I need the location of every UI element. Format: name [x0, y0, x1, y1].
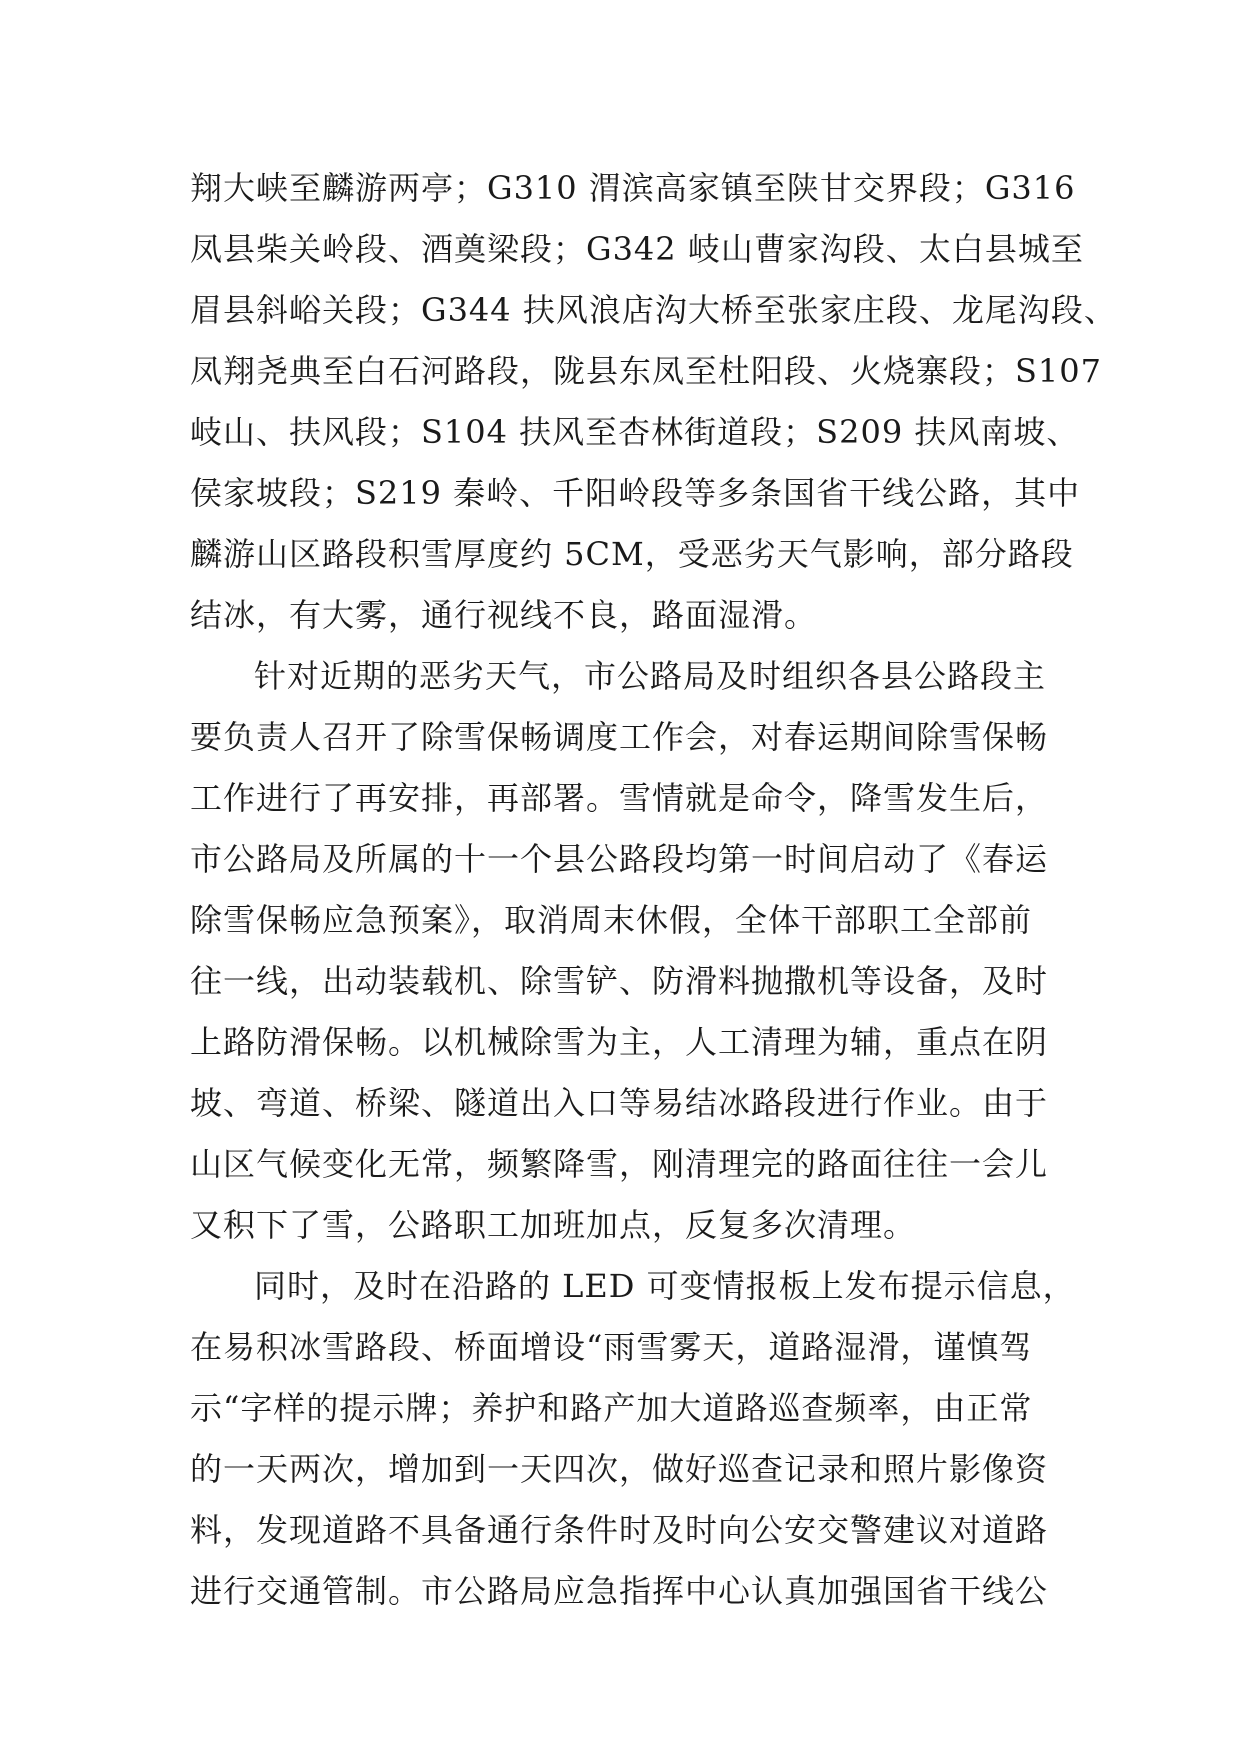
text-line: 麟游山区路段积雪厚度约 5CM，受恶劣天气影响，部分路段	[190, 535, 1074, 573]
text-line: 示“字样的提示牌；养护和路产加大道路巡查频率，由正常	[190, 1389, 1033, 1427]
text-line: 料，发现道路不具备通行条件时及时向公安交警建议对道路	[190, 1511, 1049, 1549]
text-line: 又积下了雪，公路职工加班加点，反复多次清理。	[190, 1206, 917, 1244]
body-text	[190, 158, 1117, 1622]
text-line: 翔大峡至麟游两亭；G310 渭滨高家镇至陕甘交界段；G316	[190, 169, 1076, 207]
text-line: 眉县斜峪关段；G344 扶风浪店沟大桥至张家庄段、龙尾沟段、	[190, 291, 1117, 329]
text-line: 往一线，出动装载机、除雪铲、防滑料抛撒机等设备，及时	[190, 962, 1049, 1000]
text-line: 侯家坡段；S219 秦岭、千阳岭段等多条国省干线公路，其中	[190, 474, 1081, 512]
text-line: 结冰，有大雾，通行视线不良，路面湿滑。	[190, 596, 818, 634]
text-line: 岐山、扶风段；S104 扶风至杏林街道段；S209 扶风南坡、	[190, 413, 1080, 451]
text-line: 在易积冰雪路段、桥面增设“雨雪雾天，道路湿滑，谨慎驾	[190, 1328, 1033, 1366]
text-line: 的一天两次，增加到一天四次，做好巡查记录和照片影像资	[190, 1450, 1049, 1488]
text-line: 上路防滑保畅。以机械除雪为主，人工清理为辅，重点在阴	[190, 1023, 1049, 1061]
text-line: 山区气候变化无常，频繁降雪，刚清理完的路面往往一会儿	[190, 1145, 1049, 1183]
text-line: 坡、弯道、桥梁、隧道出入口等易结冰路段进行作业。由于	[190, 1084, 1049, 1122]
text-line: 针对近期的恶劣天气，市公路局及时组织各县公路段主	[254, 657, 1047, 695]
text-line: 工作进行了再安排，再部署。雪情就是命令，降雪发生后，	[190, 779, 1049, 817]
text-line: 凤县柴关岭段、酒奠梁段；G342 岐山曹家沟段、太白县城至	[190, 230, 1084, 268]
text-line: 除雪保畅应急预案》，取消周末休假，全体干部职工全部前	[190, 901, 1033, 939]
text-line: 同时，及时在沿路的 LED 可变情报板上发布提示信息，	[254, 1267, 1076, 1305]
text-line: 市公路局及所属的十一个县公路段均第一时间启动了《春运	[190, 840, 1049, 878]
text-line: 凤翔尧典至白石河路段，陇县东凤至杜阳段、火烧寨段；S107	[190, 352, 1103, 390]
text-line: 要负责人召开了除雪保畅调度工作会，对春运期间除雪保畅	[190, 718, 1049, 756]
text-line: 进行交通管制。市公路局应急指挥中心认真加强国省干线公	[190, 1572, 1049, 1610]
